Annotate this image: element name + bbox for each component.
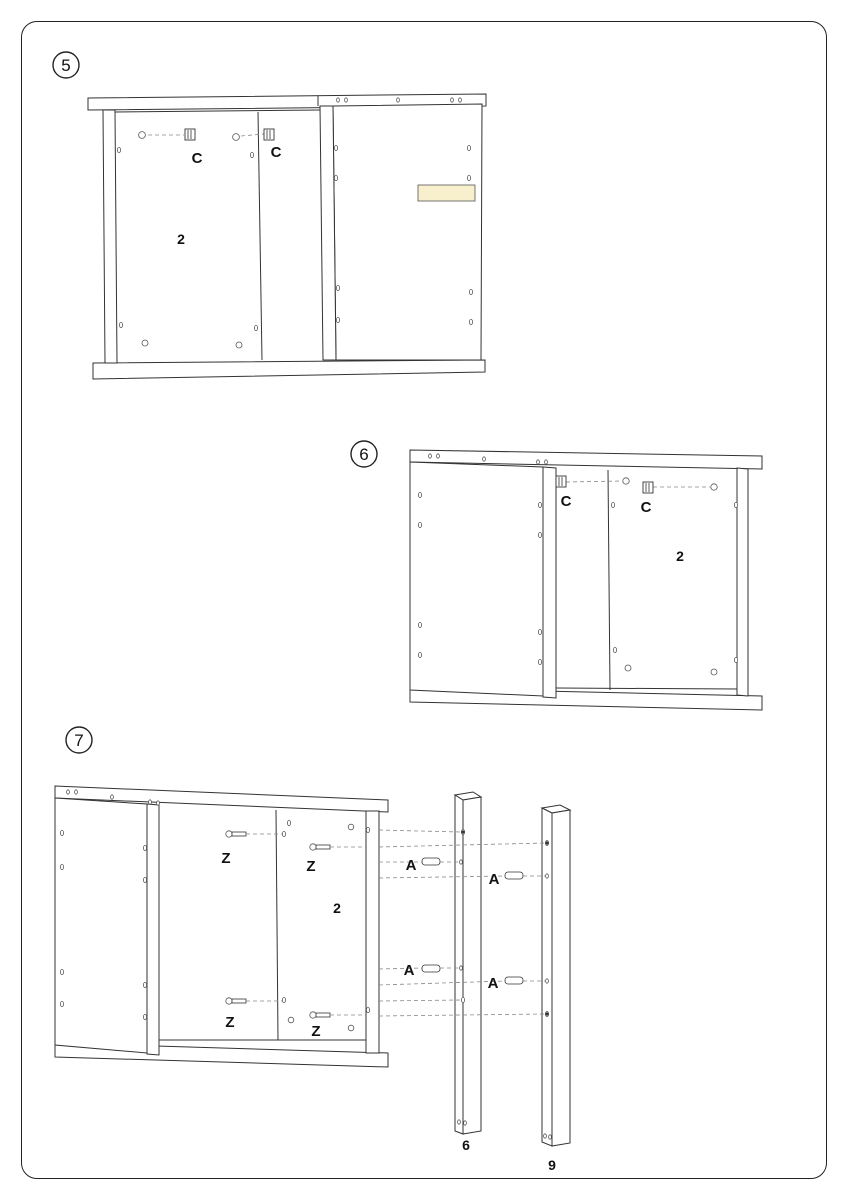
step-6-cabinet — [410, 450, 762, 710]
screw-icon — [232, 999, 246, 1003]
screw-icon — [232, 832, 246, 836]
step-7-number: 7 — [74, 731, 84, 750]
step-5-number: 5 — [61, 56, 71, 75]
label-dowel-a: A — [403, 962, 415, 979]
step-6-number: 6 — [359, 445, 369, 464]
cam-lock-icon — [643, 482, 653, 493]
label-panel-2: 2 — [177, 231, 185, 247]
label-panel-2: 2 — [676, 548, 684, 564]
step-6-badge — [351, 441, 377, 467]
dowel-icon — [505, 872, 523, 879]
dowel-icon — [422, 858, 440, 865]
step-7-badge — [66, 727, 92, 753]
label-cam-lock-c: C — [270, 144, 282, 161]
dowel-icon — [422, 965, 440, 972]
label-screw-z: Z — [225, 1014, 235, 1031]
screw-icon — [316, 1013, 330, 1017]
step-5-cabinet — [88, 94, 486, 379]
cam-lock-icon — [264, 129, 274, 140]
label-cam-lock-c: C — [640, 499, 652, 516]
label-rail-6: 6 — [462, 1137, 470, 1153]
step-5-badge — [53, 52, 79, 78]
step-5 — [53, 52, 486, 379]
label-dowel-a: A — [405, 857, 417, 874]
sticker-label — [418, 185, 475, 201]
label-screw-z: Z — [311, 1023, 321, 1040]
label-cam-lock-c: C — [560, 493, 572, 510]
label-dowel-a: A — [488, 871, 500, 888]
cam-lock-icon — [556, 476, 566, 487]
rail-9 — [542, 805, 570, 1146]
label-dowel-a: A — [487, 975, 499, 992]
rail-6 — [455, 792, 481, 1134]
dowel-icon — [505, 977, 523, 984]
label-rail-9: 9 — [548, 1157, 556, 1173]
step-7-cabinet — [55, 786, 388, 1067]
screw-icon — [316, 845, 330, 849]
step-7 — [55, 727, 570, 1173]
step-6 — [351, 441, 762, 710]
label-screw-z: Z — [221, 850, 231, 867]
cam-lock-icon — [185, 129, 195, 140]
label-screw-z: Z — [306, 858, 316, 875]
label-panel-2: 2 — [333, 900, 341, 916]
label-cam-lock-c: C — [191, 150, 203, 167]
